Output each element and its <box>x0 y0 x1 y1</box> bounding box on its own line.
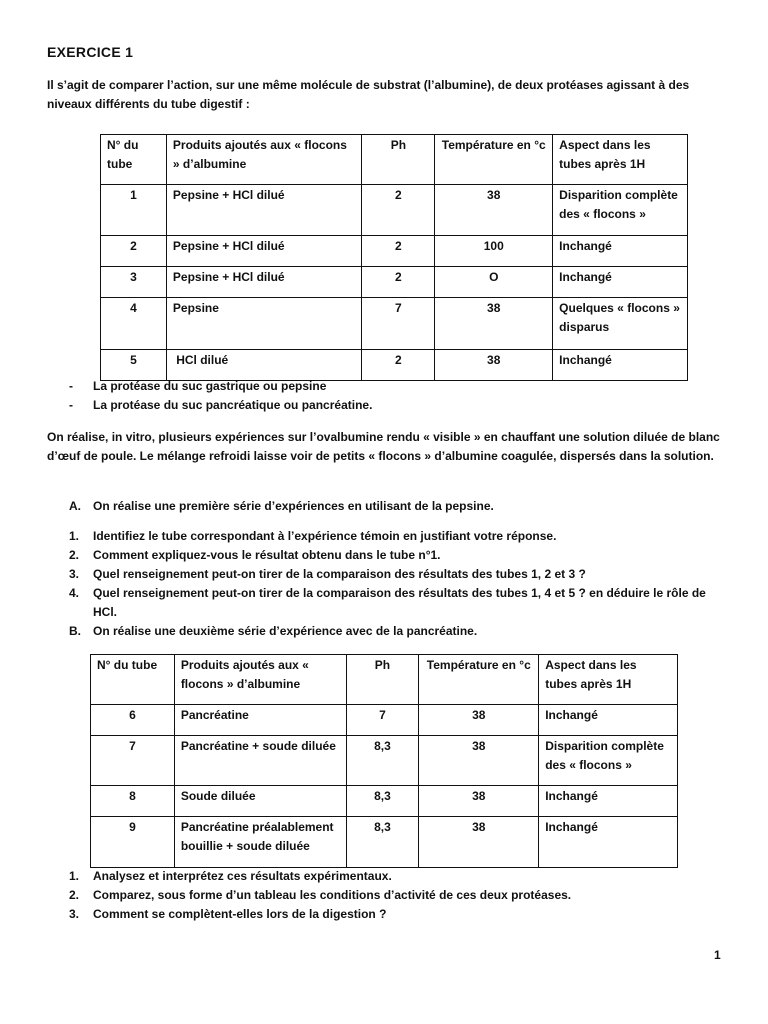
question-item <box>47 527 727 546</box>
question-text: Quel renseignement peut-on tirer de la comparaison des résultats des tubes 1, 4 et 5 ? en déduire le rôle de HCl. <box>93 586 706 619</box>
table-cell: Inchangé <box>553 236 688 267</box>
table-cell: 7 <box>362 298 435 350</box>
table-row <box>101 350 688 381</box>
header-cell: Produits ajoutés aux « flocons » d’albumine <box>166 135 362 185</box>
question-number: 4. <box>69 586 80 600</box>
question-number: 3. <box>69 567 80 581</box>
list-item <box>47 377 727 396</box>
table-cell: 6 <box>91 705 175 736</box>
table-cell: Pepsine + HCl dilué <box>166 185 362 236</box>
question-text: Analysez et interprétez ces résultats expérimentaux. <box>93 869 392 883</box>
table-cell: Pancréatine + soude diluée <box>174 736 346 786</box>
table-cell: Inchangé <box>553 267 688 298</box>
table-cell: 38 <box>435 350 553 381</box>
table-cell: Inchangé <box>539 786 678 817</box>
page-number: 1 <box>714 948 721 962</box>
table-cell: 2 <box>362 236 435 267</box>
question-number: 2. <box>69 548 80 562</box>
table-cell: 8,3 <box>346 786 419 817</box>
table-cell: 38 <box>419 736 539 786</box>
table-cell: Inchangé <box>539 705 678 736</box>
pancreatin-table <box>90 654 678 868</box>
table-cell: Soude diluée <box>174 786 346 817</box>
table-cell: Disparition complète des « flocons » <box>539 736 678 786</box>
list-item-text: La protéase du suc pancréatique ou pancréatine. <box>93 398 373 412</box>
list-item <box>47 396 727 415</box>
table-cell: 9 <box>91 817 175 868</box>
header-cell: Température en °c <box>419 655 539 705</box>
question-text: Comparez, sous forme d’un tableau les conditions d’activité de ces deux protéases. <box>93 888 572 902</box>
table-cell: Pepsine + HCl dilué <box>166 236 362 267</box>
exercise-title: EXERCICE 1 <box>47 44 134 60</box>
table-row <box>101 267 688 298</box>
table-cell: 8 <box>91 786 175 817</box>
section-text: On réalise une première série d’expériences en utilisant de la pepsine. <box>93 499 494 513</box>
question-item <box>47 905 727 924</box>
table-cell: Pepsine <box>166 298 362 350</box>
table-row <box>91 736 678 786</box>
header-cell: Température en °c <box>435 135 553 185</box>
header-cell: Produits ajoutés aux « flocons » d’albumine <box>174 655 346 705</box>
dash-marker: - <box>69 398 73 412</box>
section-heading <box>47 622 727 641</box>
question-item <box>47 886 727 905</box>
question-number: 3. <box>69 907 80 921</box>
section-marker: A. <box>69 499 81 513</box>
table-row <box>101 185 688 236</box>
section-text: On réalise une deuxième série d’expérience avec de la pancréatine. <box>93 624 478 638</box>
table-cell: Quelques « flocons » disparus <box>553 298 688 350</box>
table-cell: Pancréatine <box>174 705 346 736</box>
experiment-paragraph: On réalise, in vitro, plusieurs expériences sur l’ovalbumine rendu « visible » en chauffant une solution diluée de blanc d’œuf de poule. Le mélange refroidi laisse voir de petits « flocons » d’albumine coagulée, dispersés dans la solution. <box>47 430 720 463</box>
table-cell: 100 <box>435 236 553 267</box>
list-item-text: La protéase du suc gastrique ou pepsine <box>93 379 327 393</box>
table-cell: 38 <box>435 298 553 350</box>
table-cell: 4 <box>101 298 167 350</box>
question-text: Comment expliquez-vous le résultat obtenu dans le tube n°1. <box>93 548 441 562</box>
question-text: Comment se complètent-elles lors de la digestion ? <box>93 907 387 921</box>
table-cell: 1 <box>101 185 167 236</box>
table-row <box>91 817 678 868</box>
table-cell: 2 <box>362 185 435 236</box>
table-cell: Inchangé <box>539 817 678 868</box>
header-cell: Aspect dans les tubes après 1H <box>539 655 678 705</box>
table-cell: 7 <box>346 705 419 736</box>
question-number: 1. <box>69 869 80 883</box>
table-row <box>91 786 678 817</box>
question-number: 2. <box>69 888 80 902</box>
section-b <box>47 622 727 641</box>
header-cell: Aspect dans les tubes après 1H <box>553 135 688 185</box>
question-item <box>47 867 727 886</box>
question-item <box>47 565 727 584</box>
table-cell: 38 <box>419 786 539 817</box>
section-heading <box>47 497 727 516</box>
dash-marker: - <box>69 379 73 393</box>
intro-paragraph: Il s’agit de comparer l’action, sur une même molécule de substrat (l’albumine), de deux protéases agissant à des niveaux différents du tube digestif : <box>47 78 690 111</box>
table-cell: 38 <box>419 705 539 736</box>
table-cell: 3 <box>101 267 167 298</box>
table-cell: Pancréatine préalablement bouillie + soude diluée <box>174 817 346 868</box>
table-cell: 38 <box>419 817 539 868</box>
question-item <box>47 546 727 565</box>
question-text: Identifiez le tube correspondant à l’expérience témoin en justifiant votre réponse. <box>93 529 557 543</box>
header-cell: N° du tube <box>101 135 167 185</box>
table-row <box>91 705 678 736</box>
question-text: Quel renseignement peut-on tirer de la comparaison des résultats des tubes 1, 2 et 3 ? <box>93 567 586 581</box>
table-cell: 38 <box>435 185 553 236</box>
table-row <box>101 236 688 267</box>
header-cell: Ph <box>346 655 419 705</box>
section-marker: B. <box>69 624 81 638</box>
table-header-row <box>91 655 678 705</box>
table-cell: Inchangé <box>553 350 688 381</box>
table-cell: 8,3 <box>346 736 419 786</box>
table-cell: 8,3 <box>346 817 419 868</box>
table-cell: 5 <box>101 350 167 381</box>
section-a <box>47 497 727 516</box>
table-header-row <box>101 135 688 185</box>
questions-b <box>47 867 727 924</box>
question-item <box>47 584 727 622</box>
table-cell: O <box>435 267 553 298</box>
table-cell: 2 <box>362 350 435 381</box>
table-cell: 2 <box>101 236 167 267</box>
header-cell: N° du tube <box>91 655 175 705</box>
questions-a <box>47 527 727 622</box>
table-cell: HCl dilué <box>166 350 362 381</box>
table-cell: Pepsine + HCl dilué <box>166 267 362 298</box>
table-cell: 2 <box>362 267 435 298</box>
table-row <box>101 298 688 350</box>
question-number: 1. <box>69 529 80 543</box>
pepsin-table <box>100 134 688 381</box>
protease-list <box>47 377 727 415</box>
header-cell: Ph <box>362 135 435 185</box>
table-cell: Disparition complète des « flocons » <box>553 185 688 236</box>
table-cell: 7 <box>91 736 175 786</box>
